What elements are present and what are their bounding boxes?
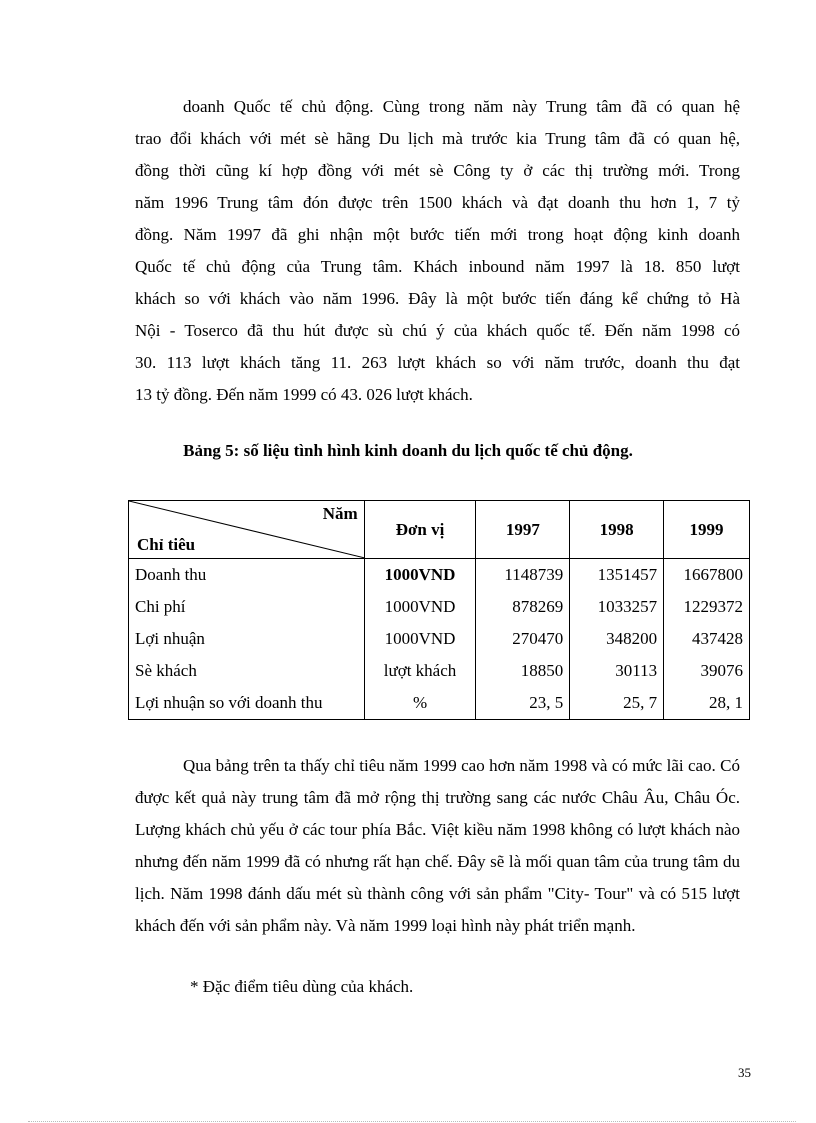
unit-cell: lượt khách [364, 655, 476, 687]
value-cell: 1667800 [664, 559, 750, 592]
text-line: 30. 113 lượt khách tăng 11. 263 lượt khách so với năm trước, doanh thu đạt [135, 353, 740, 372]
value-cell: 1033257 [570, 591, 664, 623]
indicator-cell: Chi phí [129, 591, 365, 623]
text-line: năm 1996 Trung tâm đón được trên 1500 khách và đạt doanh thu hơn 1, 7 tỷ [135, 193, 740, 212]
unit-cell: % [364, 687, 476, 720]
value-cell: 437428 [664, 623, 750, 655]
value-cell: 23, 5 [476, 687, 570, 720]
table-row [129, 687, 750, 720]
unit-cell: 1000VND [364, 623, 476, 655]
text-line: doanh Quốc tế chủ động. Cùng trong năm này Trung tâm đã có quan hệ [183, 97, 740, 116]
text-line: đồng. Năm 1997 đã ghi nhận một bước tiến mới trong hoạt động kinh doanh [135, 225, 740, 244]
header-diagonal-cell [129, 501, 365, 559]
year-header: 1999 [664, 501, 750, 559]
value-cell: 1351457 [570, 559, 664, 592]
indicator-cell: Doanh thu [129, 559, 365, 592]
unit-cell: 1000VND [364, 559, 476, 592]
value-cell: 878269 [476, 591, 570, 623]
paragraph-2: Qua bảng trên ta thấy chỉ tiêu năm 1999 cao hơn năm 1998 và có mức lãi cao. Có được kết quả này trung tâm đã mở rộng thị trường sang các nước Châu Âu, Châu Óc. Lượng khách chủ yếu ở các tour phía Bắc. Việt kiều năm 1998 không có lượt khách nào nhưng đến năm 1999 đã có nhưng rất hạn chế. Đây sẽ là mối quan tâm của trung tâm du lịch. Năm 1998 đánh dấu mét sù thành công với sản phẩm "City- Tour" và có 515 lượt khách đến với sản phẩm này. Và năm 1999 loại hình này phát triển mạnh. [135, 756, 740, 935]
indicator-cell: Lợi nhuận [129, 623, 365, 655]
value-cell: 270470 [476, 623, 570, 655]
text-line: khách so với khách vào năm 1996. Đây là một bước tiến đáng kể chứng tỏ Hà [135, 289, 740, 308]
year-header-label: Năm [322, 504, 358, 523]
page-number: 35 [738, 1065, 751, 1080]
section-bullet: * Đặc điểm tiêu dùng của khách. [190, 977, 414, 996]
indicator-header-label: Chỉ tiêu [137, 535, 196, 554]
value-cell: 30113 [570, 655, 664, 687]
paragraph-1 [135, 91, 740, 411]
table-row [129, 591, 750, 623]
indicator-cell: Lợi nhuận so với doanh thu [129, 687, 365, 720]
table-caption: Bảng 5: số liệu tình hình kinh doanh du lịch quốc tế chủ động. [183, 441, 633, 460]
text-line: 13 tỷ đồng. Đến năm 1999 có 43. 026 lượt khách. [135, 385, 473, 404]
table-row [129, 559, 750, 592]
unit-cell: 1000VND [364, 591, 476, 623]
year-header: 1997 [476, 501, 570, 559]
text-line: đồng thời cũng kí hợp đồng với mét sè Công ty ở các thị trường mới. Trong [135, 161, 740, 180]
text-line: trao đổi khách với mét sè hãng Du lịch mà trước kia Trung tâm đã có quan hệ, [135, 129, 740, 148]
value-cell: 1148739 [476, 559, 570, 592]
value-cell: 18850 [476, 655, 570, 687]
value-cell: 39076 [664, 655, 750, 687]
table-row [129, 623, 750, 655]
text-line: Nội - Toserco đã thu hút được sù chú ý của khách quốc tế. Đến năm 1998 có [135, 321, 740, 340]
indicator-cell: Sè khách [129, 655, 365, 687]
value-cell: 348200 [570, 623, 664, 655]
value-cell: 1229372 [664, 591, 750, 623]
value-cell: 28, 1 [664, 687, 750, 720]
table-header-row [129, 501, 750, 559]
business-data-table [128, 500, 750, 720]
text-line: Quốc tế chủ động của Trung tâm. Khách inbound năm 1997 là 18. 850 lượt [135, 257, 740, 276]
year-header: 1998 [570, 501, 664, 559]
page-footer-divider [28, 1121, 796, 1122]
value-cell: 25, 7 [570, 687, 664, 720]
table-row [129, 655, 750, 687]
unit-header: Đơn vị [364, 501, 476, 559]
